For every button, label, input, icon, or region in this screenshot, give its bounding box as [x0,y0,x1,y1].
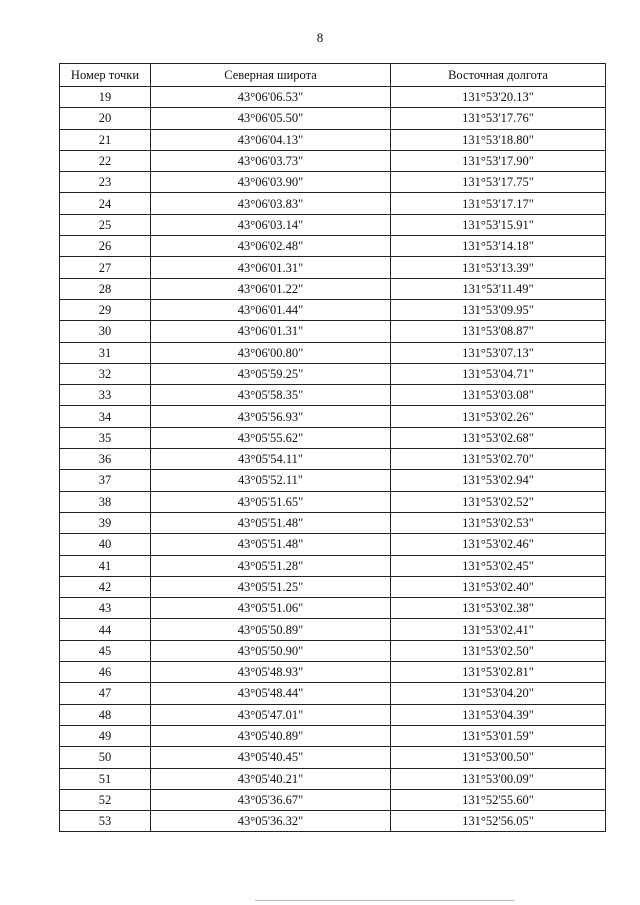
table-row [60,363,606,384]
cell-east-longitude: 131°53'02.41" [391,619,606,640]
table-row [60,406,606,427]
cell-east-longitude: 131°53'01.59" [391,725,606,746]
table-row [60,108,606,129]
cell-point-number: 52 [60,789,151,810]
cell-east-longitude: 131°53'04.20" [391,683,606,704]
table-row [60,172,606,193]
cell-point-number: 19 [60,87,151,108]
cell-north-latitude: 43°06'00.80" [151,342,391,363]
cell-east-longitude: 131°53'02.53" [391,512,606,533]
cell-east-longitude: 131°53'14.18" [391,236,606,257]
cell-north-latitude: 43°06'01.31" [151,321,391,342]
cell-point-number: 49 [60,725,151,746]
cell-point-number: 38 [60,491,151,512]
cell-point-number: 35 [60,427,151,448]
cell-east-longitude: 131°52'56.05" [391,811,606,832]
cell-north-latitude: 43°05'55.62" [151,427,391,448]
cell-point-number: 36 [60,449,151,470]
cell-north-latitude: 43°05'40.21" [151,768,391,789]
table-row [60,193,606,214]
cell-north-latitude: 43°06'05.50" [151,108,391,129]
coordinates-table [59,63,606,832]
cell-east-longitude: 131°53'02.68" [391,427,606,448]
cell-point-number: 31 [60,342,151,363]
table-row [60,576,606,597]
cell-north-latitude: 43°06'01.44" [151,299,391,320]
cell-point-number: 23 [60,172,151,193]
cell-north-latitude: 43°05'48.44" [151,683,391,704]
table-row [60,619,606,640]
table-row [60,725,606,746]
cell-east-longitude: 131°53'09.95" [391,299,606,320]
cell-point-number: 21 [60,129,151,150]
cell-point-number: 29 [60,299,151,320]
table-row [60,299,606,320]
cell-point-number: 24 [60,193,151,214]
cell-east-longitude: 131°53'07.13" [391,342,606,363]
cell-point-number: 39 [60,512,151,533]
cell-east-longitude: 131°52'55.60" [391,789,606,810]
table-row [60,598,606,619]
cell-north-latitude: 43°05'59.25" [151,363,391,384]
table-row [60,257,606,278]
table-row [60,278,606,299]
cell-point-number: 37 [60,470,151,491]
table-row [60,789,606,810]
cell-point-number: 40 [60,534,151,555]
cell-north-latitude: 43°06'01.31" [151,257,391,278]
cell-north-latitude: 43°05'51.25" [151,576,391,597]
cell-point-number: 27 [60,257,151,278]
cell-east-longitude: 131°53'17.17" [391,193,606,214]
table-row [60,768,606,789]
cell-east-longitude: 131°53'18.80" [391,129,606,150]
table-row [60,683,606,704]
cell-north-latitude: 43°05'40.89" [151,725,391,746]
scan-edge-line [255,900,515,901]
table-row [60,449,606,470]
cell-point-number: 30 [60,321,151,342]
cell-point-number: 53 [60,811,151,832]
table-row [60,385,606,406]
table-row [60,662,606,683]
cell-north-latitude: 43°05'40.45" [151,747,391,768]
table-body [60,87,606,832]
table-row [60,87,606,108]
table-row [60,534,606,555]
cell-east-longitude: 131°53'02.46" [391,534,606,555]
cell-north-latitude: 43°05'58.35" [151,385,391,406]
table-row [60,555,606,576]
cell-east-longitude: 131°53'04.71" [391,363,606,384]
cell-north-latitude: 43°05'51.48" [151,512,391,533]
cell-north-latitude: 43°06'04.13" [151,129,391,150]
cell-north-latitude: 43°05'56.93" [151,406,391,427]
table-row [60,640,606,661]
table-row [60,342,606,363]
cell-point-number: 43 [60,598,151,619]
table-row [60,129,606,150]
table-header-row [60,64,606,87]
cell-point-number: 20 [60,108,151,129]
cell-east-longitude: 131°53'20.13" [391,87,606,108]
table-row [60,214,606,235]
cell-point-number: 33 [60,385,151,406]
cell-east-longitude: 131°53'15.91" [391,214,606,235]
cell-point-number: 26 [60,236,151,257]
cell-north-latitude: 43°06'03.73" [151,150,391,171]
cell-north-latitude: 43°06'03.90" [151,172,391,193]
cell-east-longitude: 131°53'02.81" [391,662,606,683]
cell-north-latitude: 43°05'51.06" [151,598,391,619]
table-row [60,470,606,491]
table-row [60,704,606,725]
cell-north-latitude: 43°05'48.93" [151,662,391,683]
cell-east-longitude: 131°53'02.50" [391,640,606,661]
cell-east-longitude: 131°53'17.90" [391,150,606,171]
cell-point-number: 50 [60,747,151,768]
cell-east-longitude: 131°53'08.87" [391,321,606,342]
cell-east-longitude: 131°53'04.39" [391,704,606,725]
cell-point-number: 22 [60,150,151,171]
cell-east-longitude: 131°53'17.76" [391,108,606,129]
cell-point-number: 48 [60,704,151,725]
table-row [60,150,606,171]
cell-north-latitude: 43°06'01.22" [151,278,391,299]
cell-east-longitude: 131°53'00.09" [391,768,606,789]
cell-point-number: 44 [60,619,151,640]
cell-north-latitude: 43°05'36.32" [151,811,391,832]
cell-point-number: 45 [60,640,151,661]
cell-north-latitude: 43°05'51.48" [151,534,391,555]
cell-east-longitude: 131°53'02.45" [391,555,606,576]
cell-east-longitude: 131°53'02.94" [391,470,606,491]
cell-east-longitude: 131°53'13.39" [391,257,606,278]
page-number: 8 [316,30,324,45]
header-east-longitude: Восточная долгота [391,64,606,87]
cell-east-longitude: 131°53'02.70" [391,449,606,470]
cell-north-latitude: 43°05'50.90" [151,640,391,661]
cell-east-longitude: 131°53'02.26" [391,406,606,427]
cell-east-longitude: 131°53'02.38" [391,598,606,619]
cell-east-longitude: 131°53'11.49" [391,278,606,299]
cell-point-number: 41 [60,555,151,576]
table-row [60,747,606,768]
cell-east-longitude: 131°53'02.52" [391,491,606,512]
cell-east-longitude: 131°53'02.40" [391,576,606,597]
cell-north-latitude: 43°06'02.48" [151,236,391,257]
cell-point-number: 46 [60,662,151,683]
cell-east-longitude: 131°53'03.08" [391,385,606,406]
cell-point-number: 47 [60,683,151,704]
table-row [60,811,606,832]
table-row [60,321,606,342]
table-row [60,512,606,533]
cell-point-number: 51 [60,768,151,789]
cell-north-latitude: 43°05'50.89" [151,619,391,640]
cell-point-number: 28 [60,278,151,299]
cell-point-number: 42 [60,576,151,597]
cell-point-number: 25 [60,214,151,235]
cell-north-latitude: 43°05'54.11" [151,449,391,470]
header-point-number: Номер точки [60,64,151,87]
table-row [60,491,606,512]
header-north-latitude: Северная широта [151,64,391,87]
cell-north-latitude: 43°05'52.11" [151,470,391,491]
cell-point-number: 32 [60,363,151,384]
cell-point-number: 34 [60,406,151,427]
cell-north-latitude: 43°05'51.28" [151,555,391,576]
table-row [60,427,606,448]
cell-east-longitude: 131°53'17.75" [391,172,606,193]
cell-east-longitude: 131°53'00.50" [391,747,606,768]
table-row [60,236,606,257]
cell-north-latitude: 43°05'51.65" [151,491,391,512]
cell-north-latitude: 43°06'03.83" [151,193,391,214]
cell-north-latitude: 43°05'36.67" [151,789,391,810]
cell-north-latitude: 43°05'47.01" [151,704,391,725]
cell-north-latitude: 43°06'06.53" [151,87,391,108]
cell-north-latitude: 43°06'03.14" [151,214,391,235]
